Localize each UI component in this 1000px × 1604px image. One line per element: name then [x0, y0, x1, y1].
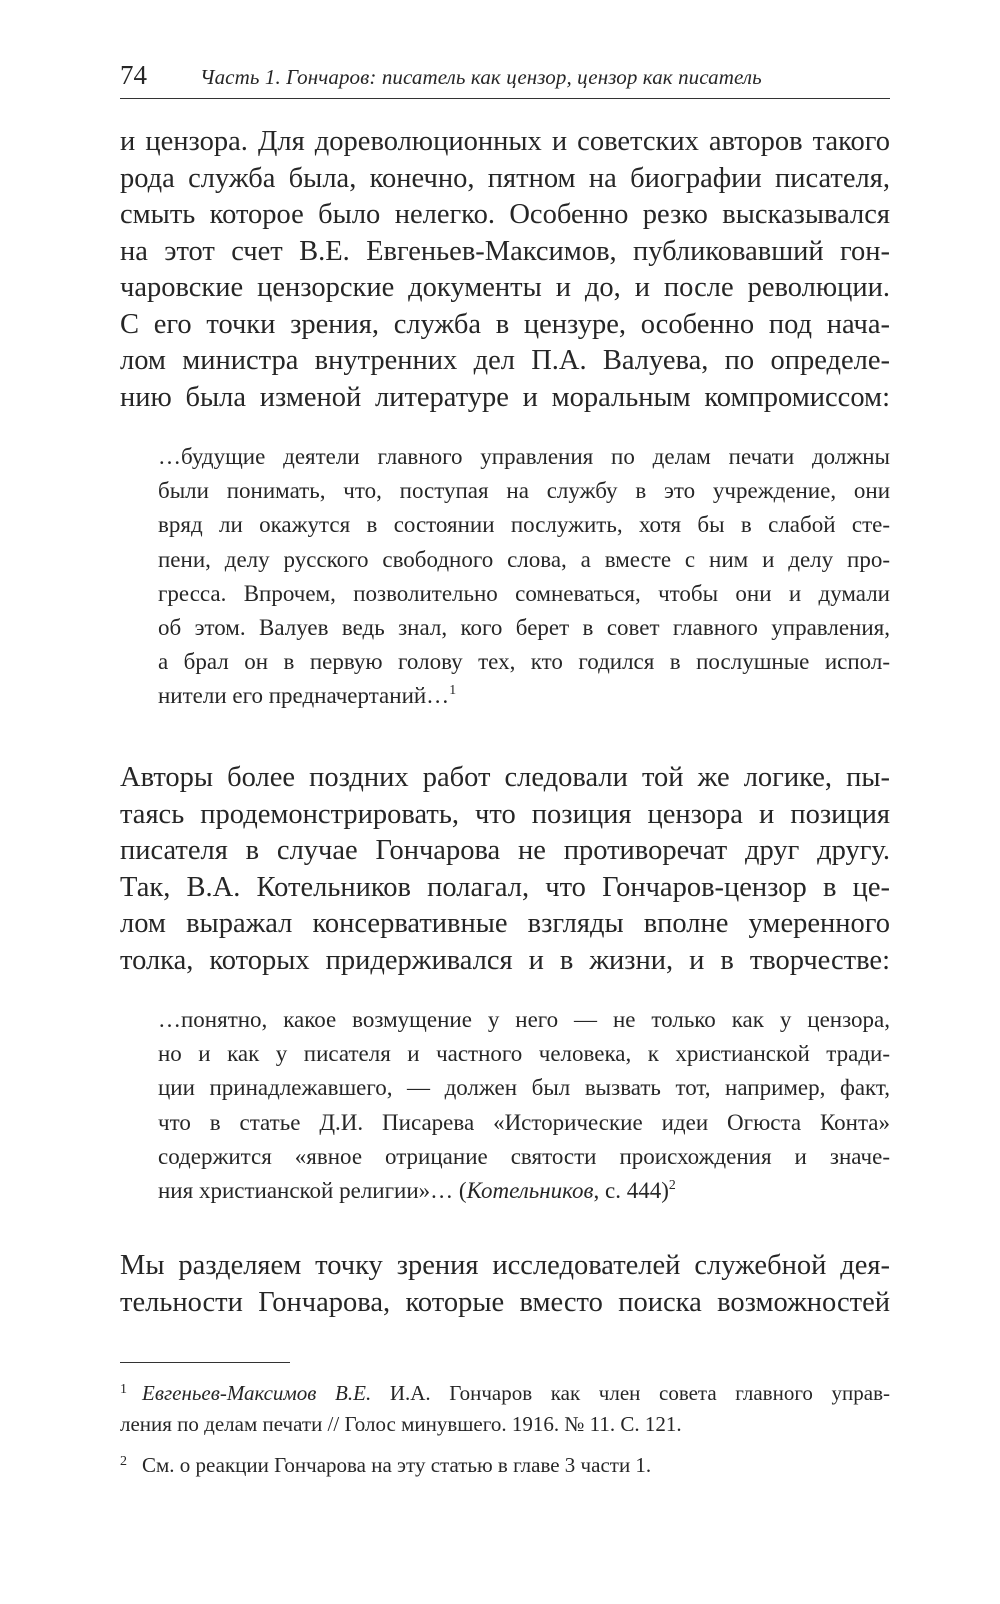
text-line: лом выражал консервативные взгляды вполне умеренного [120, 908, 890, 939]
text-line: лом министра внутренних дел П.А. Валуева, по определе- [120, 345, 890, 376]
quote-line: что в статье Д.И. Писарева «Исторические идеи Огюста Конта» [158, 1109, 890, 1135]
paragraph-3 [120, 1248, 890, 1321]
footnote-text: И.А. Гончаров как член совета главного управ- [371, 1381, 890, 1405]
text-line: таясь продемонстрировать, что позиция цензора и позиция [120, 798, 890, 830]
running-title: Часть 1. Гончаров: писатель как цензор, цензор как писатель [200, 65, 762, 89]
text-line: писателя в случае Гончарова не противоречат друг другу. [120, 835, 890, 866]
footnote-1 [120, 1374, 890, 1440]
footnote-number: 1 [120, 1382, 127, 1397]
block-quote-2 [158, 1003, 890, 1208]
block-quote-1 [158, 440, 890, 714]
quote-line [158, 1174, 890, 1208]
quote-line: …понятно, какое возмущение у него — не только как у цензора, [158, 1007, 890, 1032]
footnote-divider [120, 1362, 290, 1363]
citation-page: , с. 444) [593, 1178, 669, 1204]
text-line: Так, В.А. Котельников полагал, что Гончаров-цензор в це- [120, 871, 890, 903]
quote-line: …будущие деятели главного управления по делам печати должны [158, 444, 890, 469]
text-line: рода служба была, конечно, пятном на биографии писателя, [120, 162, 890, 194]
text-line: смыть которое было нелегко. Особенно резко высказывался [120, 199, 890, 230]
cited-author: Котельников [466, 1178, 594, 1204]
text-line: нию была изменой литературе и моральным компромиссом: [120, 381, 890, 413]
quote-line: гресса. Впрочем, позволительно сомневаться, чтобы они и думали [158, 580, 890, 606]
footnote-text: См. о реакции Гончарова на эту статью в главе 3 части 1. [142, 1453, 652, 1477]
text-line: чаровские цензорские документы и до, и после революции. [120, 272, 890, 303]
text-line: толка, которых придерживался и в жизни, и в творчестве: [120, 944, 890, 976]
footnote-line [120, 1446, 890, 1481]
text-line: Авторы более поздних работ следовали той же логике, пы- [120, 762, 890, 793]
quote-line: но и как у писателя и частного человека, к христианской тради- [158, 1041, 890, 1067]
footnote-2 [120, 1446, 890, 1481]
footnote-author: Евгеньев-Максимов В.Е. [142, 1381, 372, 1405]
quote-line-text: нители его предначертаний… [158, 683, 450, 709]
text-line: С его точки зрения, служба в цензуре, особенно под нача- [120, 308, 890, 340]
paragraph-1 [120, 124, 890, 416]
quote-line: ции принадлежавшего, — должен был вызвать тот, например, факт, [158, 1075, 890, 1101]
text-line: и цензора. Для дореволюционных и советских авторов такого [120, 126, 890, 157]
quote-line [158, 679, 890, 713]
quote-line-text: ния христианской религии»… ( [158, 1178, 467, 1204]
text-line: на этот счет В.Е. Евгеньев-Максимов, публиковавший гон- [120, 235, 890, 267]
footnotes [120, 1374, 890, 1481]
text-line: тельности Гончарова, которые вместо поиска возможностей [120, 1286, 890, 1318]
footnote-line [120, 1374, 890, 1409]
footnote-number: 2 [120, 1454, 127, 1469]
quote-line: содержится «явное отрицание святости происхождения и значе- [158, 1143, 890, 1169]
quote-line: вряд ли окажутся в состоянии послужить, хотя бы в слабой сте- [158, 512, 890, 538]
page-number: 74 [120, 60, 147, 90]
quote-line: пени, делу русского свободного слова, а вместе с ним и делу про- [158, 546, 890, 572]
paragraph-2 [120, 760, 890, 979]
footnote-ref[interactable]: 2 [668, 1177, 676, 1193]
quote-line: а брал он в первую голову тех, кто годился в послушные испол- [158, 649, 890, 675]
footnote-ref[interactable]: 1 [449, 682, 457, 698]
footnote-line: ления по делам печати // Голос минувшего. 1916. № 11. С. 121. [120, 1412, 682, 1436]
quote-line: об этом. Валуев ведь знал, кого берет в совет главного управления, [158, 615, 890, 641]
quote-line: были понимать, что, поступая на службу в это учреждение, они [158, 478, 890, 504]
text-line: Мы разделяем точку зрения исследователей служебной дея- [120, 1250, 890, 1281]
page-header [120, 58, 890, 99]
